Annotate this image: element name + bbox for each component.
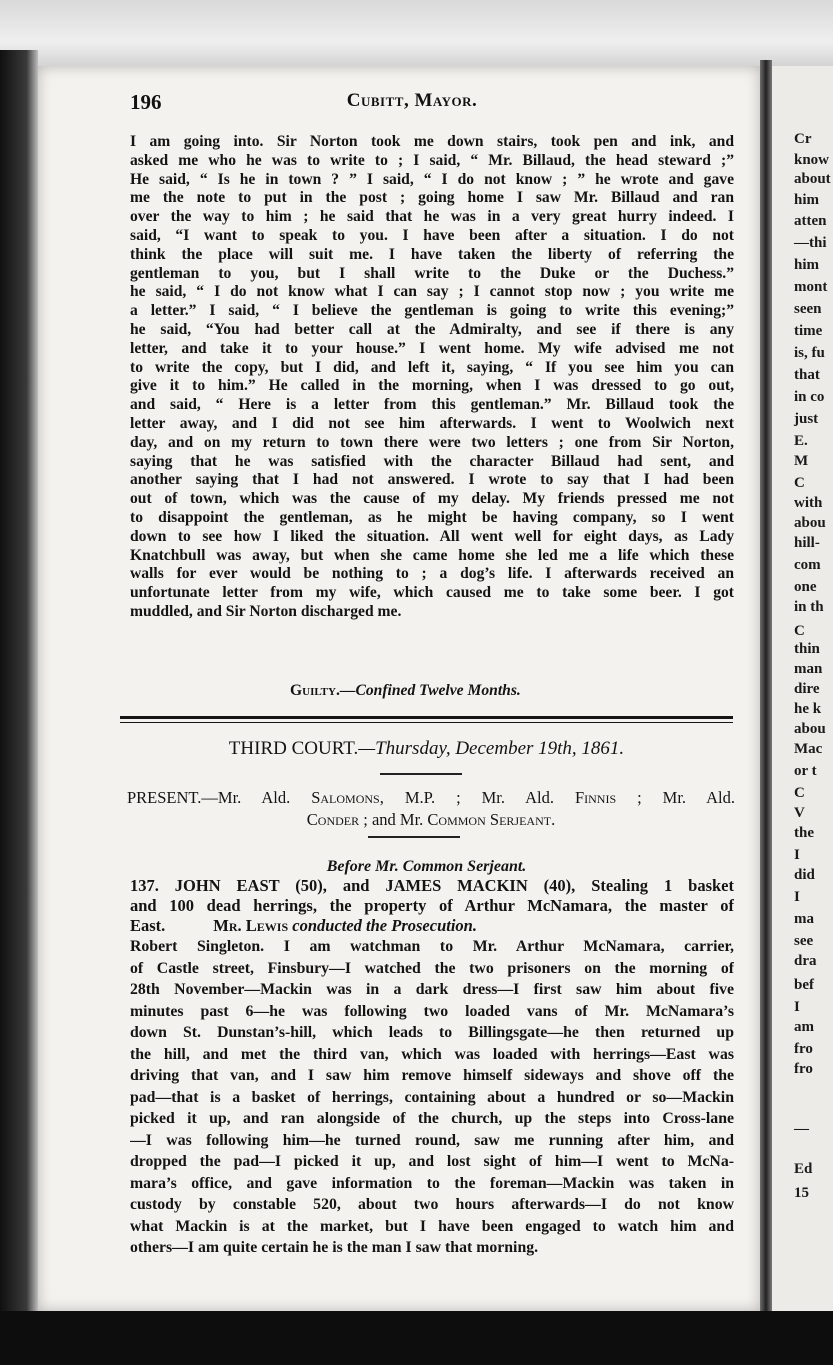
facing-page-fragment: time [794,323,823,339]
text-line: He said, “ Is he in town ? ” I said, “ I do not know ; ” he wrote and gave [130,170,734,188]
facing-page-fragment: V [794,805,805,821]
facing-page-fragment: Ed [794,1161,813,1177]
text-line: driving that van, and I saw him remove himself sideways and shove off the [130,1067,734,1084]
present-label: PRESENT. [127,788,202,807]
text-line: letter, and take it to your house.” I went home. My wife advised me not [130,339,734,357]
text-line: another saying that I had not answered. I wrote to say that I had been [130,471,734,489]
court-name: THIRD COURT. [228,738,359,759]
facing-page-fragment: M [794,453,809,469]
facing-page-fragment: I [794,847,800,863]
text-line: of Castle street, Finsbury—I watched the two prisoners on the morning of [130,959,734,977]
witness-testimony [130,936,734,1259]
facing-page-fragment: mont [794,279,828,295]
facing-page-fragment: Mac [794,741,823,757]
present-block [127,788,735,830]
facing-page-fragment: the [794,825,814,841]
facing-page-fragment: about [794,171,831,187]
text-line: he said, “ I do not know what I can say ; I cannot stop now ; you write me [130,283,734,301]
court-heading [120,738,733,760]
facing-page-fragment: hill- [794,535,820,551]
case-line-2: and 100 dead herrings, the property of Arthur McNamara, the master of [130,896,734,915]
present-name-common-serjeant: Common Serjeant. [427,810,556,829]
facing-page-fragment: see [794,933,814,949]
text-line: mara’s office, and gave information to the foreman—Mackin was taken in [130,1174,734,1192]
facing-page-fragment: fro [794,1041,813,1057]
text-line: saying that he was satisfied with the character Billaud had sent, and [130,452,734,470]
facing-page-fragment: did [794,867,815,883]
facing-page-fragment: him [794,257,820,273]
present-name-salomons: Salomons, [311,788,384,807]
verdict-sentence: —Confined Twelve Months. [339,682,521,699]
text-line: minutes past 6—he was following two loaded vans of Mr. McNamara’s [130,1002,734,1020]
facing-page-edge [772,66,833,1311]
text-line: over the way to him ; he said that he was in a very great hurry indeed. I [130,208,734,226]
case-heading [130,876,734,936]
facing-page-fragment: abou [794,515,826,531]
facing-page-fragment: him [794,192,820,208]
case-defendant: East. [130,916,166,935]
facing-page-fragment: in co [794,389,825,405]
present-text-c: ; Mr. Ald. [616,788,735,807]
testimony-paragraph [130,133,734,622]
text-line: muddled, and Sir Norton discharged me. [130,602,402,620]
page-header [92,90,732,118]
text-line: and said, “ Here is a letter from this gentleman.” Mr. Billaud took the [130,396,734,414]
facing-page-fragment: atten [794,213,827,229]
text-line: down St. Dunstan’s-hill, which leads to Billingsgate—he then returned up [130,1024,734,1041]
case-counsel-role: conducted the Prosecution. [288,916,477,935]
facing-page-fragment: or t [794,763,817,779]
facing-page-fragment: Cr [794,131,812,147]
facing-page-fragment: C [794,623,805,639]
case-counsel: Mr. Lewis [213,916,289,935]
case-line-1: 137. JOHN EAST (50), and JAMES MACKIN (40), Stealing 1 basket [130,876,734,895]
verdict-label: Guilty. [290,682,340,699]
text-line: walls for ever would be nothing to ; a dog’s life. I afterwards received an [130,565,734,583]
text-line: day, and on my return to town there were two letters ; one from Sir Norton, [130,433,734,451]
facing-page-fragment: — [794,1121,809,1137]
text-line: —I was following him—he turned round, saw me running after him, and [130,1131,734,1149]
text-line: to write the copy, but I did, and left it, saying, “ If you see him you can [130,358,734,376]
text-line: pad—that is a basket of herrings, containing about a hundred or so—Mackin [130,1088,734,1106]
text-line: unfortunate letter from my wife, which caused me to take some beer. I got [130,584,734,602]
text-line: give it to him.” He called in the morning, when I was dressed to go out, [130,377,734,395]
facing-page-fragment: ma [794,911,814,927]
facing-page-fragment: com [794,557,821,573]
running-head [92,90,732,112]
facing-page-fragment: am [794,1019,814,1035]
facing-page-fragment: I [794,889,800,905]
book-gutter [760,60,772,1330]
verdict [290,682,521,700]
facing-page-fragment: dra [794,953,817,969]
before-line: Before Mr. Common Serjeant. [326,858,527,875]
text-line: said, “I want to speak to you. I have been after a situation. I do not [130,226,734,244]
facing-page-fragment: seen [794,301,822,317]
text-line: letter away, and I did not see him afterwards. I went to Woolwich next [130,414,734,432]
present-line-2 [127,810,735,830]
present-name-finnis: Finnis [574,788,617,807]
text-line: the hill, and met the third van, which was loaded with herrings—East was [130,1045,734,1063]
scan-top-margin [0,0,833,70]
court-heading-rule [380,773,462,775]
text-line: I am going into. Sir Norton took me down stairs, took pen and ink, and [130,133,734,150]
text-line: a letter.” I said, “ I believe the gentleman is going to write this evening;” [130,302,734,320]
text-line: asked me who he was to write to ; I said, “ Mr. Billaud, the head steward ;” [130,151,734,169]
facing-page-fragment: just [794,411,819,427]
text-line: Robert Singleton. I am watchman to Mr. Arthur McNamara, carrier, [130,938,734,955]
facing-page-fragment: fro [794,1061,813,1077]
text-line: think the place will suit me. I have taken the liberty of referring the [130,245,734,263]
present-rule [368,836,460,838]
facing-page-fragment: bef [794,977,814,993]
facing-page-fragment: one [794,579,817,595]
court-date: —Thursday, December 19th, 1861. [358,738,625,759]
facing-page-fragment: E. [794,433,808,449]
section-rule-thin [120,722,733,723]
facing-page-fragment: that [794,367,820,383]
facing-page-fragment: dire [794,681,820,697]
facing-page-fragment: C [794,475,805,491]
text-line: out of town, which was the cause of my delay. My friends pressed me not [130,490,734,508]
facing-page-fragment: is, fu [794,345,825,361]
text-line: what Mackin is at the market, but I have been engaged to watch him and [130,1217,734,1235]
text-line: others—I am quite certain he is the man I saw that morning. [130,1239,539,1256]
text-line: me the note to put in the post ; going home I saw Mr. Billaud and ran [130,189,734,207]
facing-page-fragment: C [794,785,805,801]
facing-page-fragment: I [794,999,800,1015]
facing-page-fragment: know [794,152,830,168]
book-left-edge [0,50,38,1365]
text-line: Knatchbull was away, but when she came home she led me a life which these [130,546,734,564]
text-line: to disappoint the gentleman, as he might be having company, so I went [130,508,734,526]
facing-page-fragment: with [794,495,823,511]
text-line: gentleman to you, but I shall write to the Duke or the Duchess.” [130,264,734,282]
facing-page-fragment: he k [794,701,822,717]
facing-page-fragment: abou [794,721,826,737]
facing-page-fragment: man [794,661,823,677]
running-head-name: Cubitt, Mayor. [346,90,478,111]
text-line: dropped the pad—I picked it up, and lost sight of him—I went to McNa- [130,1153,734,1170]
present-text-b: M.P. ; Mr. Ald. [383,788,575,807]
text-line: down to see how I liked the situation. All went well for eight days, as Lady [130,527,734,545]
present-name-conder: Conder [306,810,360,829]
text-line: picked it up, and ran alongside of the church, up the steps into Cross-lane [130,1110,734,1127]
section-rule-thick [120,716,733,719]
facing-page-fragment: thin [794,641,820,657]
present-line-1 [127,788,735,808]
page-number: 196 [130,90,162,114]
text-line: custody by constable 520, about two hours afterwards—I do not know [130,1196,734,1213]
facing-page-fragment: in th [794,599,824,615]
text-line: 28th November—Mackin was in a dark dress—I first saw him about five [130,981,734,998]
facing-page-fragment: —thi [794,235,827,251]
present-text-a: —Mr. Ald. [201,788,312,807]
facing-page-fragment: 15 [794,1185,809,1201]
text-line: he said, “You had better call at the Admiralty, and see if there is any [130,320,734,338]
scan-bottom-margin [0,1311,833,1365]
case-line-3 [130,916,734,936]
present-text-d: ; and Mr. [359,810,428,829]
